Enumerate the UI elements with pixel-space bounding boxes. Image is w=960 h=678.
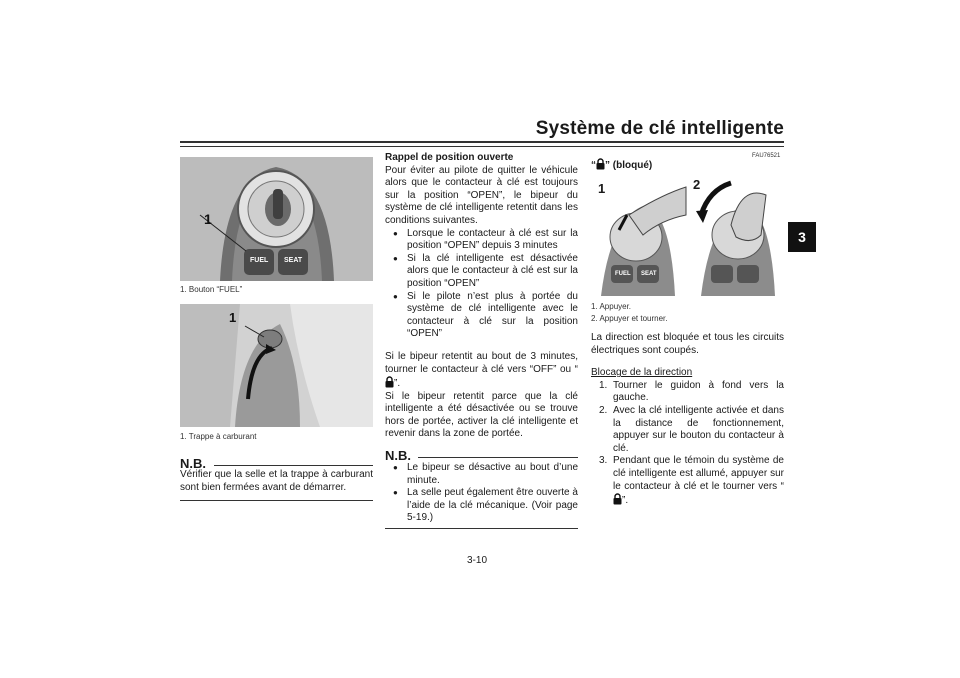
fuel-button-label: FUEL bbox=[250, 257, 269, 264]
page-title: Système de clé intelligente bbox=[535, 118, 784, 139]
fuel-door-illustration bbox=[180, 304, 373, 427]
lock-icon bbox=[596, 158, 605, 170]
list-item: 3. Pendant que le témoin du système de clé intelligente est allumé, appuyer sur le contacteur à clé et le tourner vers “”. bbox=[599, 455, 784, 507]
header-rule-thin bbox=[180, 146, 784, 147]
steering-lock-steps bbox=[591, 380, 784, 508]
figure3-caption-1: 1. Appuyer. bbox=[591, 302, 632, 311]
locked-heading: “ ” (bloqué) bbox=[591, 160, 653, 171]
figure-key-switch bbox=[180, 157, 373, 281]
locked-description: La direction est bloquée et tous les circuits électriques sont coupés. bbox=[591, 332, 784, 356]
lock-icon bbox=[385, 376, 394, 388]
seat-button-label: SEAT bbox=[284, 257, 303, 264]
left-note-rule bbox=[214, 465, 373, 466]
page-number: 3-10 bbox=[467, 555, 488, 566]
figure-lock-operation bbox=[591, 175, 784, 296]
arrow-icon bbox=[701, 183, 731, 215]
figure2-callout: 1 bbox=[229, 310, 237, 325]
figure1-caption: 1. Bouton “FUEL” bbox=[180, 285, 243, 294]
open-reminder-heading: Rappel de position ouverte bbox=[385, 152, 514, 163]
figure3-caption-2: 2. Appuyer et tourner. bbox=[591, 314, 668, 323]
left-note-title: N.B. bbox=[180, 456, 206, 471]
middle-note-list bbox=[385, 462, 578, 525]
middle-note-rule bbox=[418, 457, 578, 458]
list-item: 1. Tourner le guidon à fond vers la gauche. bbox=[599, 379, 784, 404]
list-item: ● La selle peut également être ouverte à l’aide de la clé mécanique. (Voir page 5-19.) bbox=[385, 487, 578, 525]
open-reminder-intro: Pour éviter au pilote de quitter le véhicule alors que le contacteur à clé est toujours sur la position “OPEN”, le bipeur du système de clé intelligente retentit dans les conditions suivantes. bbox=[385, 164, 578, 226]
list-item: ● Lorsque le contacteur à clé est sur la position “OPEN” depuis 3 minutes bbox=[385, 228, 578, 253]
beeper-paragraph-1: Si le bipeur retentit au bout de 3 minutes, tourner le contacteur à clé vers “OFF” ou “”. bbox=[385, 350, 578, 390]
lock-icon bbox=[613, 493, 622, 505]
middle-note-end-rule bbox=[385, 528, 578, 529]
list-item: ● Si le pilote n’est plus à portée du système de clé intelligente avec le contacteur à clé sur la position “OPEN” bbox=[385, 291, 578, 341]
figure-fuel-door bbox=[180, 304, 373, 427]
figure3-callout-1: 1 bbox=[598, 181, 606, 196]
figure3-callout-2: 2 bbox=[693, 177, 701, 192]
lock-operation-illustration bbox=[591, 175, 784, 296]
fuel-button-label: FUEL bbox=[615, 271, 631, 277]
list-item: ● Le bipeur se désactive au bout d’une minute. bbox=[385, 462, 578, 487]
steering-lock-subheading: Blocage de la direction bbox=[591, 367, 693, 379]
figure2-caption: 1. Trappe à carburant bbox=[180, 432, 257, 441]
open-reminder-conditions bbox=[385, 228, 578, 341]
left-note-end-rule bbox=[180, 500, 373, 501]
header-rule bbox=[180, 141, 784, 143]
seat-button-label: SEAT bbox=[641, 271, 657, 277]
middle-note-title: N.B. bbox=[385, 448, 411, 463]
middle-column bbox=[385, 152, 578, 441]
right-column bbox=[591, 332, 784, 508]
reference-code: FAU76521 bbox=[752, 153, 781, 159]
beeper-paragraph-2: Si le bipeur retentit parce que la clé intelligente a été désactivée ou se trouve hors de portée, activer la clé intelligente et revenir dans la zone de portée. bbox=[385, 390, 578, 440]
figure1-callout: 1 bbox=[204, 211, 212, 227]
section-tab: 3 bbox=[788, 222, 816, 252]
list-item: 2. Avec la clé intelligente activée et dans la distance de fonctionnement, appuyer sur le bouton du contacteur à clé. bbox=[599, 404, 784, 454]
list-item: ● Si la clé intelligente est désactivée alors que le contacteur à clé est sur la position “OPEN” bbox=[385, 253, 578, 291]
left-note-text: Vérifier que la selle et la trappe à carburant sont bien fermées avant de démarrer. bbox=[180, 469, 373, 493]
